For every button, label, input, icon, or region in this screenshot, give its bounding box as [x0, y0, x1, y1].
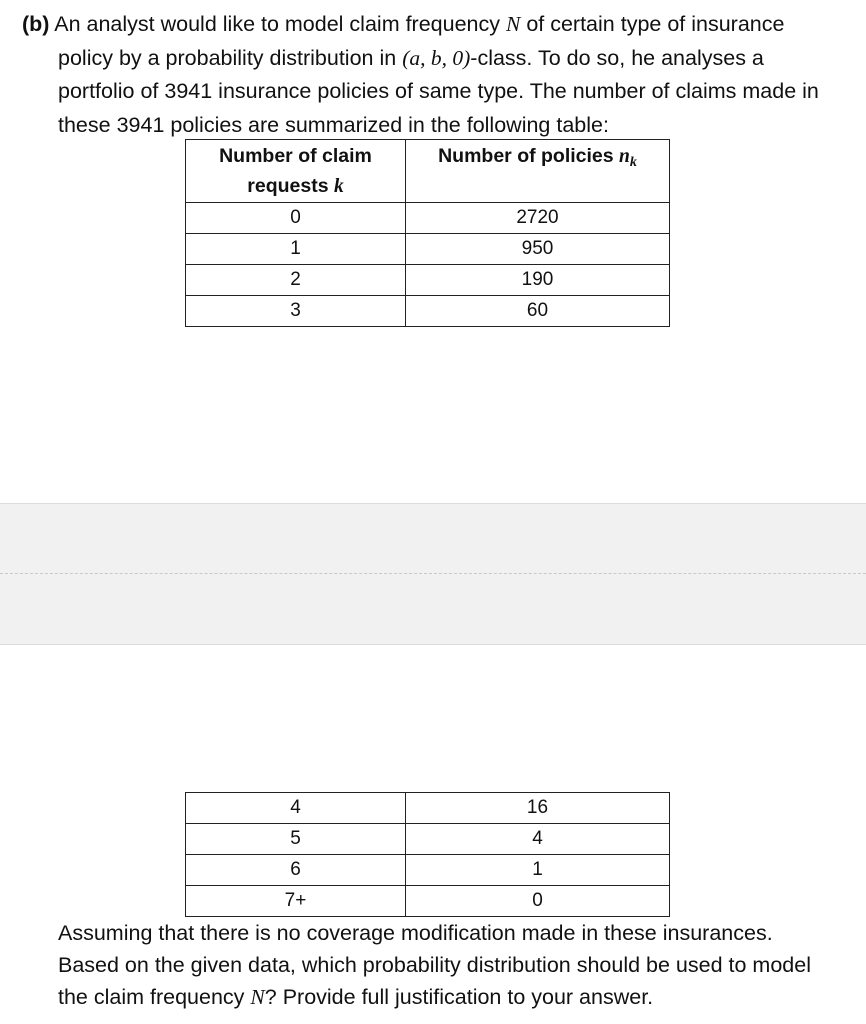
question-line-2: policy by a probability distribution in (a, b, 0)-class. To do so, he analyses a: [58, 45, 764, 70]
table-row: [186, 296, 670, 327]
followup-line-1: Assuming that there is no coverage modification made in these insurances.: [58, 921, 773, 945]
cell-n: 1: [406, 855, 670, 886]
followup-paragraph: [58, 917, 864, 1013]
table-row: [186, 265, 670, 296]
part-label: (b): [22, 12, 50, 36]
cell-n: 0: [406, 886, 670, 917]
table-row: [186, 824, 670, 855]
page-break-band-lower: [0, 573, 866, 645]
cell-k: 5: [186, 824, 406, 855]
cell-k: 1: [186, 234, 406, 265]
cell-n: 16: [406, 793, 670, 824]
header-number-of-policies: Number of policies $n_k$: [406, 140, 670, 203]
claims-table-top: [185, 139, 670, 327]
cell-n: 60: [406, 296, 670, 327]
followup-line-3: the claim frequency N? Provide full justification to your answer.: [58, 985, 654, 1009]
cell-k: 4: [186, 793, 406, 824]
table-row: [186, 234, 670, 265]
question-line-4: these 3941 policies are summarized in the following table:: [58, 112, 609, 137]
variable-N: N: [505, 12, 521, 36]
cell-k: 3: [186, 296, 406, 327]
variable-N: N: [250, 985, 265, 1009]
page-break-band-upper: [0, 503, 866, 574]
table-header-row: [186, 140, 670, 203]
table-row: [186, 855, 670, 886]
cell-k: 2: [186, 265, 406, 296]
cell-k: 7+: [186, 886, 406, 917]
table-row: [186, 886, 670, 917]
question-paragraph: [22, 8, 864, 142]
cell-n: 190: [406, 265, 670, 296]
question-line-3: portfolio of 3941 insurance policies of same type. The number of claims made in: [58, 79, 819, 104]
question-line-1: (b) An analyst would like to model claim frequency N of certain type of insurance: [22, 12, 785, 36]
table-row: [186, 793, 670, 824]
cell-k: 6: [186, 855, 406, 886]
cell-n: 950: [406, 234, 670, 265]
table-row: [186, 203, 670, 234]
cell-k: 0: [186, 203, 406, 234]
class-notation: (a, b, 0): [402, 45, 471, 70]
header-claim-requests: Number of claim requests k: [186, 140, 406, 203]
cell-n: 2720: [406, 203, 670, 234]
followup-line-2: Based on the given data, which probability distribution should be used to model: [58, 953, 811, 977]
claims-table-bottom: [185, 792, 670, 917]
cell-n: 4: [406, 824, 670, 855]
